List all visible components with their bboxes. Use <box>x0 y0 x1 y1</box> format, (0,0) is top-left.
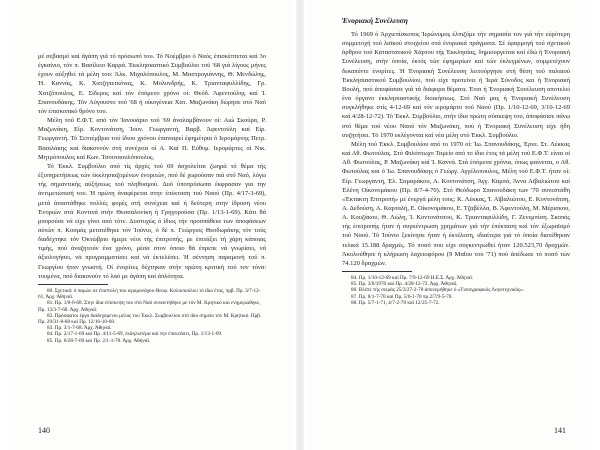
paragraph: Τό Έκκλ. Συμβούλιο από τίς άρχές τού 69 άσχολείται ζωηρά τό θέμα τής έξυπηρετήσεως τών έκκλησιαζομένων ένοριτών, πού δέ χωρούσαν πιά στό Ναό, λόγω τής σημαντικής αύξήσεως τού πληθυσμού. Δυό ύποπρόσωπα έκφρασαν για την άντιμετώπισή του. Ή πρώτη άναφέρεται στην έπέκταση τού Ναού (Πρ. 4/17-3-69), μετά άναστάθηκε πολλές φορές στή συνέχεια καί ή δεύτερη στην ίδρυση νέου Ένοριών στά Κοντινά στήν Θεσσαλονίκη ή Γρηγορούσα (Πρ. 1/13-1-69). Κάτι θά μπορούσε νά είχε γίνει από τότε. Δυστυχώς ό ίδιος τήν προσπάθεια των άποφάσεων αύτών π. Κοσμάς μετατέθηκε τόν Ίούνιο, ό δέ π. Γεώργιος Θεοδωράκης τόν τούς διαδέχτηκε τόν Όκτώβριο ήμερε νέοι τής έπιτροπής, με έπιτάξει τή χάρη κάποιας τιμής, πού άναζητούν ένα χρόνο, μέσα στον όποιο θά έπρεπε νά γνωρίσει, νά άξιολογήσει, νά προγραμματίσει καί νά έκτελέσει. Ή σέντηση παραμονή τού π. Γεωργίου ήταν γνωστή. Οί ένορίτες δέχτηκαν στήν πρώτη κριτική τού τον τόνα: τουμένα, πού διακονούν τό λαό με άγάπη καί άπλότητα. <box>38 162 266 280</box>
paragraph: Μέλη τού Έκκλ. Συμβουλίου από το 1970 οί: Ίω. Σπανουδάκης, Έρνε. Στ. Λέκκας καί Αθ. Φωτούλας. Στό Φιλόπτωχο Ταμείο από το ίδιο έτος τά μέλη τού Ε.Φ.Τ. είναι οί Αθ. Φωτούλας, Ρ. Μαζωνάκη καί Ί. Καννά. Στά έπόμενα χρόνια, όπως φαίνεται, ο Αθ. Φωτούλας και ό Ίω. Σπανουδάκης ό Γεώργ. Αγγέλοπουλος, Μέλη τού Ε.Φ.Τ. ήταν οί: Είρ. Γεωργαντή, Έλ. Σαμαράκου, Α. Κοντονάτση, Άγγ. Καμπά, Άννα Αϊβαλιώτου καί Έλένη Οίκονομάκου (Πρ. 8/7-4-70). Στό Θεόδωρο Σπανουδάκη των '70 συνεστάθη «Έκτακτη Επιτροπή» μέ ένεργά μέλη τους: Κ. Λέκκας, Ί. Αϊβαλιώτου, Ε. Κοντονάτση, Α. Δεδούση, Α. Καρταλή, Ε. Οίκονομάκου, Ε. Τζαβέλλα, Β. Άφεντούλη, Μ. Μέρισκου, Α. Κουζάκου, Θ. Λώλη, Ί. Κοντονάτσου, Κ. Τριανταφυλλίδη, Γ. Ζενεμπίση. Σκοπός τής έπιτροπής ήταν ή συγκέντρωση χρημάτων γιά τήν έπέκταση καί τόν έξωραϊσμό τού Ναού. Τό Ίούνιο ξεκίνησε ήταν ή έκτέλεση, ιδιαίτερα γιά τό όποία διατέθηκαν τελικά 15.188 δραχμές. Τό ποσό που είχε συγκεντρωθεί ήταν 120.523,70 δραχμών. Άκολούθησε ή κλήρωση λαχειοφόρου (9 Μαΐου του '71) πού άπέδωσε τό ποσό τών 74.120 δραχμών. <box>342 140 570 267</box>
footnote: 81. Πρ. 1/8-6-68. Στην ίδια έπίσκεψη του στό Ναό συναντήθηκε με τόν Μ. Κρητικό και ενημερώθηκε, Πρ. 13/3-7-68. Άρχ. Άθηναϊ. <box>38 300 261 313</box>
footnote-rule <box>38 284 108 285</box>
page-number: 141 <box>554 426 566 435</box>
footnote: 82. Πρόσφατοι έργο διαδεχόμενοι μέλος του Έκκλ. Συμβουλίου στό ίδιο σημείο τόν Μ. Κρητικό. Πρβ. Πρ. 29/31-8-68 καί Πρ. 12/16-10-68. <box>38 312 262 325</box>
page-number: 140 <box>38 426 50 435</box>
footnote-rule <box>342 271 412 272</box>
footnote: 85. Πρ. 3/6/1970 καί Πρ. 4/28-12-72. Άρχ. Άθηναϊ. <box>351 281 458 288</box>
footnote: 87. Πρ. 8/1-7-70 καί Πρ. 5/6-1-70 πρ.2/7/9-5-70. <box>351 293 453 300</box>
section-heading: Ένοριακή Συνέλευση <box>342 16 408 25</box>
paragraph: μέ σεβασμό καί άγάπη γιά τό πρόσωπό του. Τό Νοέμβριο ό Ναός έπισκέπτεται καί 3ο έγκαίνιο, τόν π. Βασίλειο Καρρά. Έκκλησιαστικό Συμβούλιο τού '68 γιά λίγους μήνες έχουν αύξηθεί τά μέλη του: Άλκ. Μιχαλόπουλος, Μ. Μαστρογιάννης, Θ. Μενδώλης, Ή. Καννάς, Κ. Χατζηπετκόνας, Κ. Μολυνδρής, Κ. Τριανταφυλλίδης, Γρ. Χατζόπουλος, Ε. Σίδερος καί τόν έπόμενο χρόνο οί: Θεόδ. Άφεντούλης καί Ί. Σπανουδάκης. Τόν Αύγουστο τού '68 ή οίκογένεια Χατ. Μαζωνάκη δώρησε στό Ναό τόν έπισκοπικό θρόνο του. <box>38 53 266 115</box>
left-text-column <box>38 52 266 344</box>
left-page <box>10 0 292 450</box>
footnote: 80. Σχετικά: ό παρών σε έπιστολή του ιερομονάχου Θεοφ. Κολιοπούλου τό ίδιο έτος, πρβ. Πρ. 3/7-12-61, Άρχ. Άθηναϊ. <box>38 287 261 301</box>
paragraph: Μέλη τού Ε.Φ.Τ. από τόν Ίανουάριο τού '69 άναλαμβάνουν οί: Αιώ Σκούρα, Ρ. Μαζωνάκη, Είρ. Κοντονάτση, Ίουν. Γεωργαντή, Βαρβ. Άφεντούλη καί Είρ. Γεωργαντή. Τό Σεπτέμβριο τού ίδιου χρόνου έπαναιρεί έφημέτρια ό Ιερομάρτης Πετρ. Βασιλάκης καί διακονούν στή συνέχεια οί Α. Καί Π. Εύθυμ. Ιερομάρτες οί Νικ. Μητρόπουλος καί Κων. Τσουταουλόπουλος. <box>38 117 266 161</box>
paragraph: Τό 1969 ό Άρχιεπίσκοπος Ίερώνυμος έλπιζόμε τήν σημασία τον γιά τήν εύρύτερη συμμετοχή τού λαϊκού στοιχείου στά ένοριακά πράγματα. Σέ έφαρμογή τού σχετικού άρθρου τού Καταστατικού Χάρτου τής Έκκλησίας, δημιουργείται καί έδώ ή Ένοριακή Συνέλευση, στήν όποία, έκτός τών έφημερίων καί τών έκλεγμένων, συμμετέχουν δεκαπέντε ένορίτες. Ή Ένοριακή Συνέλευση λειτούργησε στή θέση τού παλαιού Έκκλησιαστικού Συμβουλίου, πού είχε προτείνει ή Ίερά Σύνοδος και ή Ένοριακή Βουλή, πού άποφάσισε γιά τά διάφορα θέματα. Έτσι ή Ένοριακή Συνέλευση αποτελεί ένα όργανο έκκλησιαστικής διοικήσεως. Στό Ναό μας ή Ένοριακή Συνέλευση συγκλήθηκε στίς 4-12-69 καί τόν ιερομάρτυ τού Ναού (Πρ. 1/10-12-69, 3/10-12-69 καί 4/28-12-72). Τό Έκκλ. Συμβούλιο, στήν ίδια πρώτη σύσκεψη του, άποφάσισε πάνω στό θέμα τού νέου Ναού τόν Μαζωνάκη, πού ή Ένοριακή Συνέλευση είχε ήδη συζητήσει. Τό 1970 εκλέγονται καί νέα μέλη στό Έκκλ. Συμβούλιο. <box>342 31 570 139</box>
footnote: 86. Βλέπε τής σειράς 25/3/27-2-70 άπονεμήθηκε ό «Τυπογραφικός Λογοτεχνικός». <box>351 287 524 294</box>
footnote: 85. Πρ. 6/28-7-69 καί Πρ. 2/1-1-70. Άρχ. Άθηναϊ. <box>47 337 151 344</box>
footnote: 83. Πρ. 3/1-7-68. Άρχ. Άθηναϊ. <box>47 325 112 332</box>
footnote: 84. Πρ. 2/17-1-69 καί Πρ. 4/11-5-69, έκδηλωτέρα καί την έπεκτάσει, Πρ. 1/13-1-69. <box>47 331 223 338</box>
book-gutter <box>296 0 304 450</box>
footnote: 88. Πρ. 5/7-1-71, 4/7-2-70 καί 12/25-7-72. <box>351 299 440 306</box>
right-page <box>308 0 590 450</box>
right-text-column <box>342 16 570 306</box>
footnote: 84. Πρ. 1/10-12-69 καί Πρ. 7/9-12-69 Η.Ε.Σ. Άρχ. Άθηναϊ. <box>351 275 474 282</box>
